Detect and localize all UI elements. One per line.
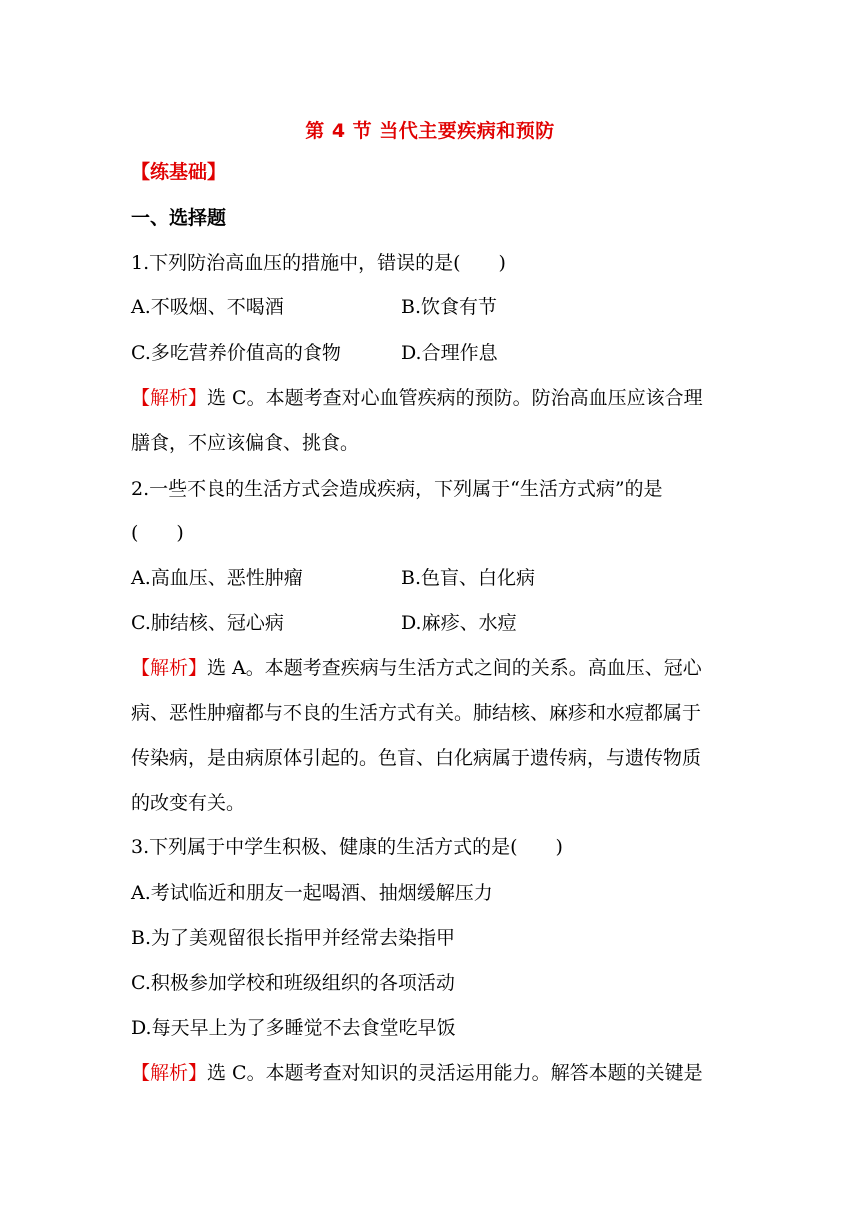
question-2-option-d: D.麻疹、水痘 — [401, 612, 517, 634]
question-2-option-b: B.色盲、白化病 — [401, 567, 536, 589]
question-3-option-d: D.每天早上为了多睡觉不去食堂吃早饭 — [131, 1017, 456, 1039]
question-2-options-row-1 — [131, 565, 731, 591]
question-2-stem-line-2: ( ) — [131, 522, 184, 544]
question-1-analysis-text: 选 C。本题考查对心血管疾病的预防。防治高血压应该合理 — [207, 387, 703, 409]
question-3-option-b: B.为了美观留很长指甲并经常去染指甲 — [131, 927, 456, 949]
question-1-option-d: D.合理作息 — [401, 342, 498, 364]
question-1-option-b: B.饮食有节 — [401, 296, 498, 318]
question-2-analysis-tag: 【解析】 — [131, 657, 208, 679]
question-3-stem: 3.下列属于中学生积极、健康的生活方式的是( ) — [131, 836, 563, 858]
section-tag: 【练基础】 — [131, 161, 227, 183]
question-2-analysis-line-4: 的改变有关。 — [131, 792, 246, 814]
question-3-analysis-line-1 — [131, 1060, 703, 1086]
question-2-analysis-line-1 — [131, 655, 702, 681]
question-1-option-c: C.多吃营养价值高的食物 — [131, 342, 341, 364]
question-2-analysis-line-3: 传染病，是由病原体引起的。色盲、白化病属于遗传病，与遗传物质 — [131, 747, 702, 769]
section-heading: 一、选择题 — [131, 207, 227, 229]
question-3-analysis-text: 选 C。本题考查对知识的灵活运用能力。解答本题的关键是 — [207, 1062, 703, 1084]
question-2-option-c: C.肺结核、冠心病 — [131, 612, 284, 634]
question-2-stem-line-1: 2.一些不良的生活方式会造成疾病，下列属于“生活方式病”的是 — [131, 478, 663, 500]
question-3-option-c: C.积极参加学校和班级组织的各项活动 — [131, 972, 455, 994]
question-1-options-row-2 — [131, 340, 731, 366]
question-1-option-a: A.不吸烟、不喝酒 — [131, 296, 284, 318]
question-1-analysis-line-2: 膳食，不应该偏食、挑食。 — [131, 432, 360, 454]
question-1-stem: 1.下列防治高血压的措施中，错误的是( ) — [131, 252, 506, 274]
question-1-analysis-tag: 【解析】 — [131, 387, 208, 409]
page-title: 第 4 节 当代主要疾病和预防 — [305, 120, 555, 142]
question-1-analysis-line-1 — [131, 385, 703, 411]
question-1-options-row-1 — [131, 294, 731, 320]
question-3-analysis-tag: 【解析】 — [131, 1062, 208, 1084]
question-2-analysis-line-2: 病、恶性肿瘤都与不良的生活方式有关。肺结核、麻疹和水痘都属于 — [131, 702, 702, 724]
question-2-option-a: A.高血压、恶性肿瘤 — [131, 567, 303, 589]
question-3-option-a: A.考试临近和朋友一起喝酒、抽烟缓解压力 — [131, 882, 493, 904]
question-2-options-row-2 — [131, 610, 731, 636]
question-2-analysis-text: 选 A。本题考查疾病与生活方式之间的关系。高血压、冠心 — [207, 657, 702, 679]
